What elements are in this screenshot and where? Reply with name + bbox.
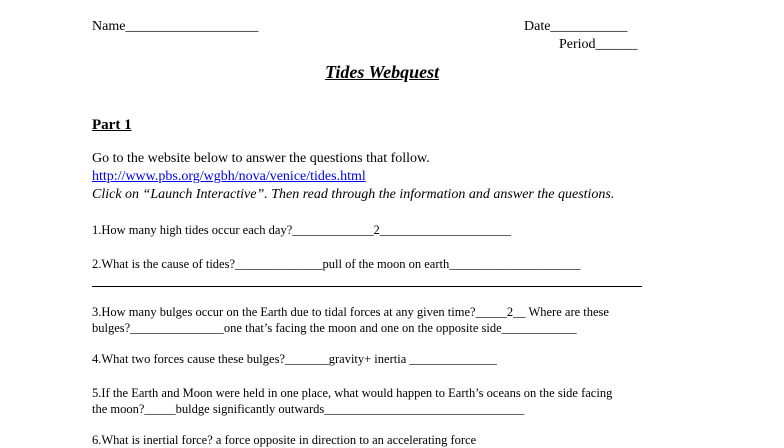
question-1: 1.How many high tides occur each day?_____________2_____________________ xyxy=(92,223,512,237)
name-field-label: Name___________________ xyxy=(92,19,259,34)
part1-intro: Go to the website below to answer the questions that follow. xyxy=(92,151,430,166)
question-3-line-1: 3.How many bulges occur on the Earth due to tidal forces at any given time?_____2__ Where are these xyxy=(92,305,609,319)
question-5-line-1: 5.If the Earth and Moon were held in one place, what would happen to Earth’s oceans on the side facing xyxy=(92,386,613,400)
question-2: 2.What is the cause of tides?______________pull of the moon on earth_____________________ xyxy=(92,257,581,271)
period-field-label: Period______ xyxy=(559,37,638,52)
date-field-label: Date___________ xyxy=(524,19,628,34)
part1-heading: Part 1 xyxy=(92,117,132,133)
question-4: 4.What two forces cause these bulges?_______gravity+ inertia ______________ xyxy=(92,352,497,366)
question-6: 6.What is inertial force? a force opposite in direction to an accelerating force xyxy=(92,433,477,447)
part1-instructions: Click on “Launch Interactive”. Then read through the information and answer the questions. xyxy=(92,187,615,202)
tides-website-link[interactable]: http://www.pbs.org/wgbh/nova/venice/tides.html xyxy=(92,169,366,184)
question-3-line-2: bulges?_______________one that’s facing the moon and one on the opposite side____________ xyxy=(92,321,577,335)
document-title: Tides Webquest xyxy=(325,62,440,82)
question-5-line-2: the moon?_____buldge significantly outwards________________________________ xyxy=(92,402,525,416)
question-2-answer-line xyxy=(92,286,642,287)
